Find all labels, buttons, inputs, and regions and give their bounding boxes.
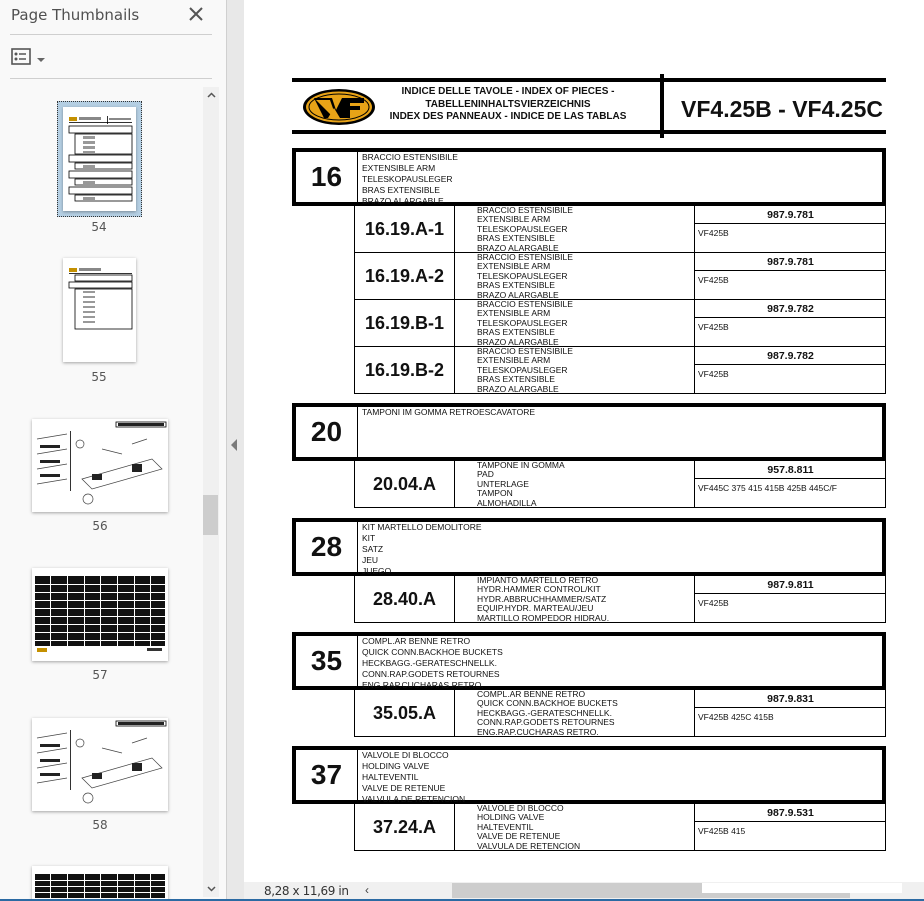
applicable-models: VF425B 415 (698, 826, 746, 836)
group-28 (292, 518, 886, 576)
group-16 (292, 148, 886, 206)
panel-splitter[interactable] (226, 0, 244, 901)
vf-logo (302, 88, 376, 126)
thumbnail-label: 55 (91, 370, 107, 384)
item-info (694, 690, 886, 736)
table-row (354, 253, 886, 300)
title-line-3: INDEX DES PANNEAUX - INDICE DE LAS TABLAS (389, 111, 627, 122)
applicable-models: VF425B (698, 275, 729, 285)
item-code[interactable]: 28.40.A (355, 576, 455, 622)
part-number: 987.9.781 (695, 206, 886, 224)
thumbnail-label: 58 (92, 818, 108, 832)
chevron-down-icon (37, 50, 45, 68)
group-20 (292, 403, 886, 461)
part-number: 987.9.531 (695, 804, 886, 822)
part-number: 987.9.811 (695, 576, 886, 594)
thumbnail-options-icon (11, 48, 31, 70)
group-number: 35 (296, 636, 358, 686)
applicable-models: VF425B (698, 598, 729, 608)
item-info (694, 804, 886, 850)
document-view (244, 0, 924, 882)
group-description: KIT MARTELLO DEMOLITORE KIT SATZ JEU JUEGO (362, 522, 482, 576)
thumbnail-list (0, 80, 200, 900)
model-title: VF4.25B - VF4.25C (681, 96, 883, 122)
group-description: TAMPONI IM GOMMA RETROESCAVATORE (362, 407, 536, 417)
thumbnail-image (32, 568, 168, 661)
document-header (292, 78, 886, 134)
table-row (354, 347, 886, 394)
item-description: COMPL.AR BENNE RETRO QUICK CONN.BACKHOE BUCKETS HECKBAGG.-GERATESCHNELLK. CONN.RAP.GODETS RETOURNES ENG.RAP.CUCHARAS RETRO. (477, 690, 618, 736)
item-description: BRACCIO ESTENSIBILE EXTENSIBLE ARM TELESKOPAUSLEGER BRAS EXTENSIBLE BRAZO ALARGABLE (477, 300, 573, 346)
item-info (694, 576, 886, 622)
applicable-models: VF445C 375 415 415B 425B 445C/F (698, 483, 837, 493)
thumbnail-image (32, 866, 168, 900)
group-number: 28 (296, 522, 358, 572)
thumbnail-label: 57 (92, 668, 108, 682)
thumbnail-image (32, 718, 168, 811)
item-description: BRACCIO ESTENSIBILE EXTENSIBLE ARM TELESKOPAUSLEGER BRAS EXTENSIBLE BRAZO ALARGABLE (477, 347, 573, 393)
group-37 (292, 746, 886, 804)
table-row (354, 206, 886, 253)
part-number: 957.8.811 (695, 461, 886, 479)
item-info (694, 300, 886, 346)
item-code[interactable]: 16.19.A-1 (355, 206, 455, 252)
collapse-panel-icon[interactable] (231, 439, 237, 451)
scroll-up-button[interactable] (203, 87, 219, 103)
table-row (354, 461, 886, 508)
horizontal-scrollbar-track[interactable] (702, 893, 850, 898)
part-number: 987.9.782 (695, 300, 886, 318)
panel-toolbar (10, 35, 212, 79)
chevron-left-icon[interactable]: ‹ (365, 883, 369, 897)
table-row (354, 300, 886, 347)
part-number: 987.9.782 (695, 347, 886, 365)
thumbnail-scrollbar[interactable] (203, 87, 219, 897)
index-title (388, 86, 628, 124)
thumbnail-image (63, 258, 136, 362)
thumbnails-panel (0, 0, 226, 901)
group-description: COMPL.AR BENNE RETRO QUICK CONN.BACKHOE BUCKETS HECKBAGG.-GERATESCHNELLK. CONN.RAP.GODETS RETOURNES ENG.RAP.CUCHARAS RETRO. (362, 636, 503, 690)
scrollbar-thumb[interactable] (203, 495, 218, 535)
table-row (354, 576, 886, 623)
item-code[interactable]: 35.05.A (355, 690, 455, 736)
chevron-down-icon (207, 886, 216, 892)
part-number: 987.9.781 (695, 253, 886, 271)
thumbnail-label: 56 (92, 519, 108, 533)
item-code[interactable]: 37.24.A (355, 804, 455, 850)
panel-header (10, 0, 212, 35)
group-number: 20 (296, 407, 358, 457)
title-line-2: TABELLENINHALTSVIERZEICHNIS (425, 98, 591, 110)
thumbnail-image (63, 107, 136, 211)
item-info (694, 206, 886, 252)
page-size: 8,28 x 11,69 in (264, 884, 349, 898)
item-description: BRACCIO ESTENSIBILE EXTENSIBLE ARM TELESKOPAUSLEGER BRAS EXTENSIBLE BRAZO ALARGABLE (477, 206, 573, 252)
scroll-track-gap (702, 883, 902, 893)
thumbnail-options-button[interactable] (11, 48, 45, 70)
item-description: TAMPONE IN GOMMA PAD UNTERLAGE TAMPON ALMOHADILLA (477, 461, 565, 507)
item-description: IMPIANTO MARTELLO RETRO HYDR.HAMMER CONTROL/KIT HYDR.ABBRUCHHAMMER/SATZ EQUIP.HYDR. MARTEAU/JEU MARTILLO ROMPEDOR HIDRAU. (477, 576, 610, 622)
item-info (694, 347, 886, 393)
horizontal-scrollbar-thumb[interactable] (452, 883, 702, 898)
table-row (354, 690, 886, 737)
applicable-models: VF425B (698, 322, 729, 332)
applicable-models: VF425B (698, 228, 729, 238)
scroll-down-button[interactable] (203, 881, 219, 897)
thumbnail-image (32, 419, 168, 512)
group-description: VALVOLE DI BLOCCO HOLDING VALVE HALTEVENTIL VALVE DE RETENUE VALVULA DE RETENCION (362, 750, 466, 804)
item-info (694, 461, 886, 507)
item-description: BRACCIO ESTENSIBILE EXTENSIBLE ARM TELESKOPAUSLEGER BRAS EXTENSIBLE BRAZO ALARGABLE (477, 253, 573, 299)
item-code[interactable]: 16.19.A-2 (355, 253, 455, 299)
item-description: VALVOLE DI BLOCCO HOLDING VALVE HALTEVENTIL VALVE DE RETENUE VALVULA DE RETENCION (477, 804, 581, 850)
item-code[interactable]: 16.19.B-2 (355, 347, 455, 393)
applicable-models: VF425B 425C 415B (698, 712, 774, 722)
table-row (354, 804, 886, 851)
item-code[interactable]: 16.19.B-1 (355, 300, 455, 346)
group-number: 16 (296, 152, 358, 202)
chevron-up-icon (207, 92, 216, 98)
thumbnail-label: 54 (91, 220, 107, 234)
header-divider (660, 74, 664, 138)
title-line-1: INDICE DELLE TAVOLE - INDEX OF PIECES - (401, 86, 615, 97)
item-info (694, 253, 886, 299)
panel-title: Page Thumbnails (11, 6, 140, 24)
part-number: 987.9.831 (695, 690, 886, 708)
group-description: BRACCIO ESTENSIBILE EXTENSIBLE ARM TELESKOPAUSLEGER BRAS EXTENSIBLE BRAZO ALARGABLE (362, 152, 458, 206)
group-35 (292, 632, 886, 690)
close-icon[interactable] (186, 3, 206, 25)
item-code[interactable]: 20.04.A (355, 461, 455, 507)
group-number: 37 (296, 750, 358, 800)
applicable-models: VF425B (698, 369, 729, 379)
